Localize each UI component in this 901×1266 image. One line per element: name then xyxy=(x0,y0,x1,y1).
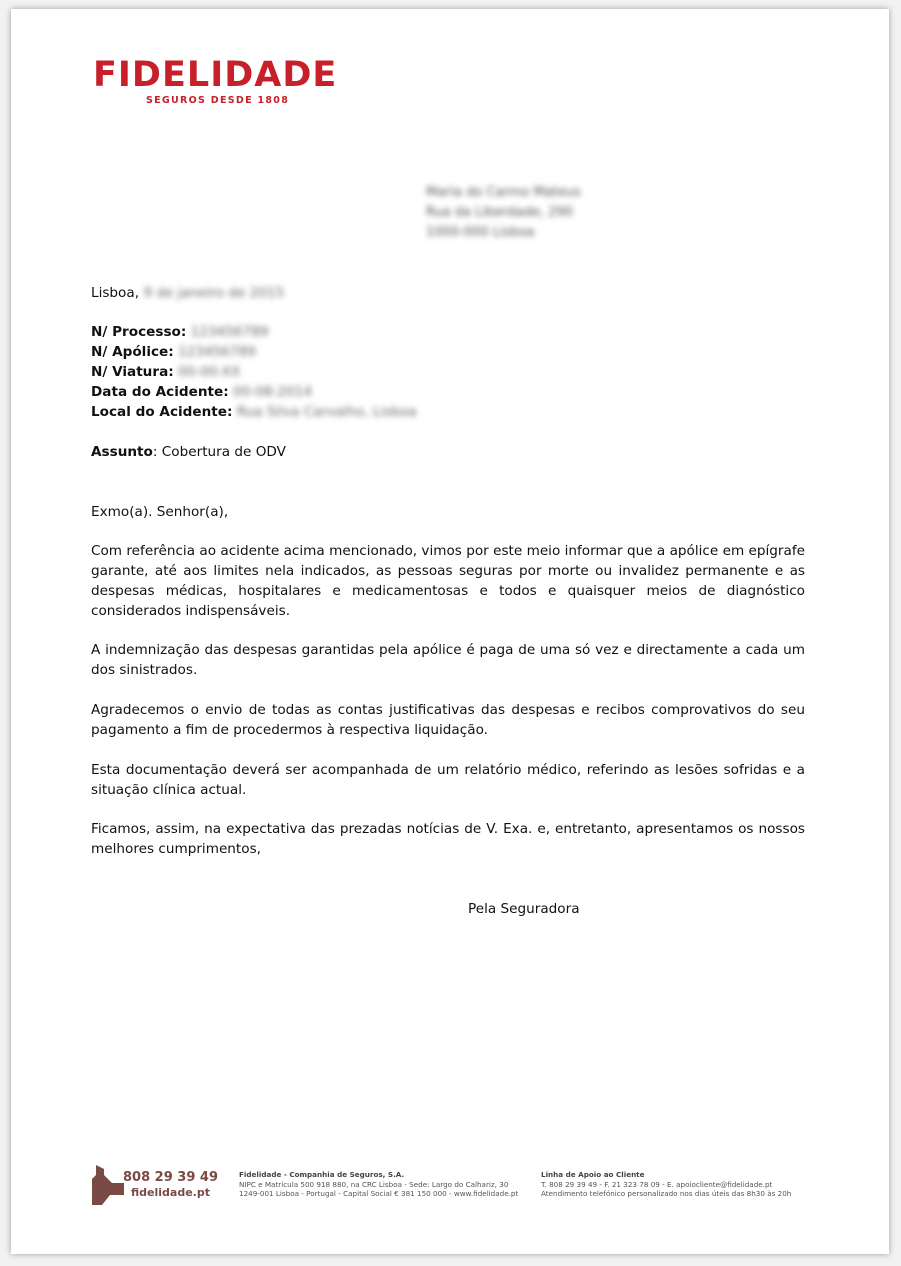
footer-support-line: Atendimento telefónico personalizado nos dias úteis das 8h30 às 20h xyxy=(541,1189,792,1198)
footer-website: fidelidade.pt xyxy=(131,1186,210,1199)
letter-page xyxy=(11,9,889,1254)
letter-date: 9 de janeiro de 2015 xyxy=(143,285,285,301)
reference-value: Rua Silva Carvalho, Lisboa xyxy=(236,404,417,420)
body-paragraph: A indemnização das despesas garantidas pela apólice é paga de uma só vez e directamente a cada um dos sinistrados. xyxy=(91,642,805,678)
footer-company-info xyxy=(239,1170,518,1199)
reference-row xyxy=(91,362,417,382)
footer-phone: 808 29 39 49 xyxy=(123,1170,218,1185)
recipient-name: Maria do Carmo Mateus xyxy=(426,185,581,200)
reference-label: N/ Processo: xyxy=(91,324,187,340)
reference-row xyxy=(91,402,417,422)
reference-label: N/ Viatura: xyxy=(91,364,174,380)
subject-line xyxy=(91,442,286,462)
place-date-line xyxy=(91,283,284,303)
body-paragraph: Ficamos, assim, na expectativa das prezadas notícias de V. Exa. e, entretanto, apresentamos os nossos melhores cumprimentos, xyxy=(91,821,805,857)
reference-block xyxy=(91,322,417,422)
footer-support-info xyxy=(541,1170,791,1199)
body-paragraph: Agradecemos o envio de todas as contas justificativas das despesas e recibos comprovativos do seu pagamento a fim de procedermos à respectiva liquidação. xyxy=(91,702,805,738)
subject-label: Assunto xyxy=(91,444,153,460)
reference-label: Data do Acidente: xyxy=(91,384,229,400)
signature: Pela Seguradora xyxy=(468,901,580,917)
reference-value: 123456789 xyxy=(178,344,256,360)
reference-row xyxy=(91,342,417,362)
subject-text: : Cobertura de ODV xyxy=(152,444,286,460)
footer-company-line: NIPC e Matrícula 500 918 880, na CRC Lisboa - Sede: Largo do Calhariz, 30 xyxy=(239,1179,509,1189)
recipient-street: Rua da Liberdade, 290 xyxy=(426,205,573,220)
reference-label: N/ Apólice: xyxy=(91,344,174,360)
reference-row xyxy=(91,382,417,402)
footer-support-line: T. 808 29 39 49 - F. 21 323 78 09 - E. apoiocliente@fidelidade.pt xyxy=(541,1179,773,1189)
footer-company-title: Fidelidade - Companhia de Seguros, S.A. xyxy=(239,1170,405,1179)
footer-support-title: Linha de Apoio ao Cliente xyxy=(541,1170,645,1179)
reference-row xyxy=(91,322,417,342)
body-paragraph: Esta documentação deverá ser acompanhada de um relatório médico, referindo as lesões sofridas e a situação clínica actual. xyxy=(91,762,805,798)
footer-company-line: 1249-001 Lisboa - Portugal - Capital Social € 381 150 000 - www.fidelidade.pt xyxy=(239,1189,519,1198)
recipient-postcode: 1000-000 Lisboa xyxy=(426,225,535,240)
reference-value: 00-08-2014 xyxy=(233,384,313,400)
company-logo: FIDELIDADE xyxy=(93,55,338,95)
phone-icon xyxy=(90,1165,124,1205)
body-paragraph: Com referência ao acidente acima mencionado, vimos por este meio informar que a apólice em epígrafe garante, até aos limites nela indicados, as pessoas seguras por morte ou invalidez permanente e as despesas médicas, hospitalares e medicamentosas e todos e quaisquer meios de diagnóstico considerados indispensáveis. xyxy=(91,543,805,619)
salutation: Exmo(a). Senhor(a), xyxy=(91,504,229,520)
reference-label: Local do Acidente: xyxy=(91,404,233,420)
logo-tagline: SEGUROS DESDE 1808 xyxy=(146,95,290,106)
reference-value: 00-00-XX xyxy=(178,364,241,380)
place: Lisboa, xyxy=(91,285,140,301)
reference-value: 123456789 xyxy=(190,324,269,340)
